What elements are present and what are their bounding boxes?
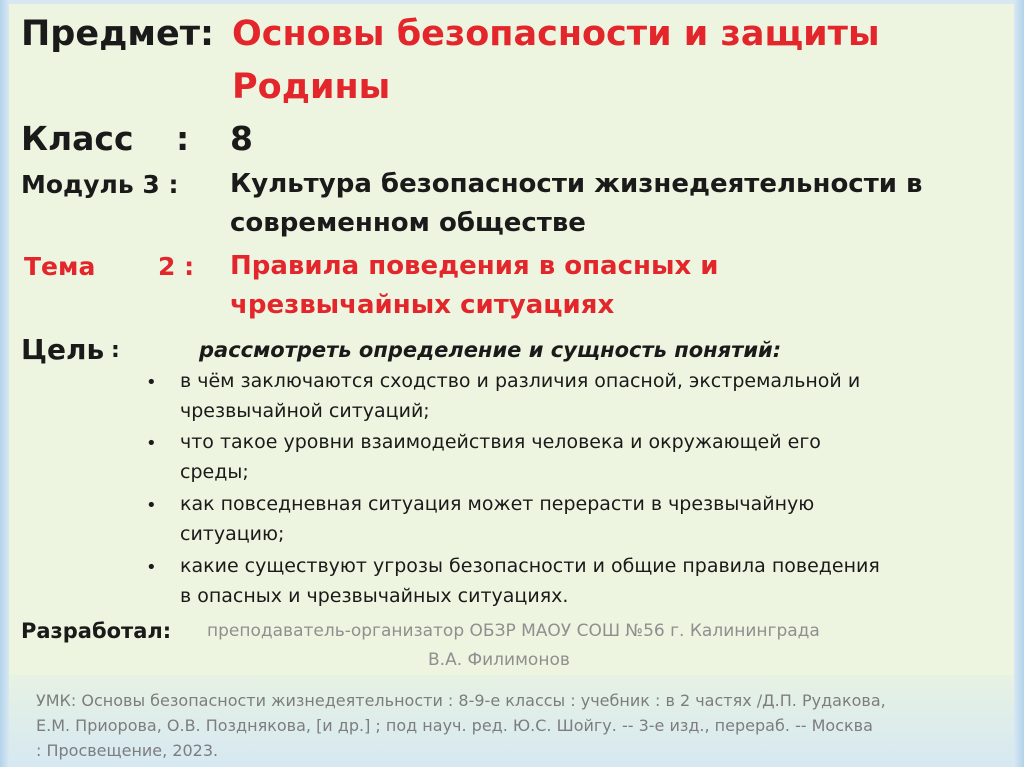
topic-value-line2: чрезвычайных ситуациях	[230, 290, 615, 320]
list-item-line: как повседневная ситуация может перерасти в чрезвычайную	[180, 493, 815, 515]
goal-colon: :	[111, 338, 120, 363]
author-line2: В.А. Филимонов	[428, 650, 570, 670]
goal-label: Цель	[21, 333, 105, 366]
module-value-line2: современном обществе	[230, 208, 586, 238]
list-item-line: в чём заключаются сходство и различия опасной, экстремальной и	[180, 370, 861, 392]
grade-colon: :	[176, 119, 190, 158]
bullet-symbol: •	[146, 557, 157, 578]
author-line1: преподаватель-организатор ОБЗР МАОУ СОШ №56 г. Калининграда	[207, 621, 820, 641]
module-label: Модуль 3 :	[21, 170, 179, 199]
footer-line2: Е.М. Приорова, О.В. Позднякова, [и др.] ; под науч. ред. Ю.С. Шойгу. -- 3-е изд., перераб. -- Москва	[36, 716, 873, 735]
footer-line3: : Просвещение, 2023.	[36, 741, 219, 760]
bullet-symbol: •	[146, 495, 157, 516]
topic-number: 2 :	[158, 252, 195, 281]
list-item-line: в опасных и чрезвычайных ситуациях.	[180, 585, 569, 607]
list-item-line: чрезвычайной ситуаций;	[180, 400, 430, 422]
list-item-line: что такое уровни взаимодействия человека и окружающей его	[180, 431, 821, 453]
grade-value: 8	[230, 119, 253, 158]
goal-text: рассмотреть определение и сущность понятий:	[199, 338, 782, 362]
list-item-line: среды;	[180, 461, 249, 483]
list-item-line: какие существуют угрозы безопасности и общие правила поведения	[180, 555, 880, 577]
footer-line1: УМК: Основы безопасности жизнедеятельности : 8-9-е классы : учебник : в 2 частях /Д.П. Рудакова,	[36, 691, 886, 710]
grade-label: Класс	[21, 119, 134, 158]
subject-label: Предмет:	[21, 14, 214, 54]
bullet-symbol: •	[146, 372, 157, 393]
topic-label: Тема	[24, 252, 96, 281]
author-label: Разработал:	[21, 619, 172, 643]
list-item-line: ситуацию;	[180, 523, 285, 545]
subject-value-line1: Основы безопасности и защиты	[232, 14, 880, 54]
topic-value-line1: Правила поведения в опасных и	[230, 251, 719, 281]
subject-value-line2: Родины	[232, 67, 391, 107]
bullet-symbol: •	[146, 433, 157, 454]
module-value-line1: Культура безопасности жизнедеятельности в	[230, 169, 923, 199]
